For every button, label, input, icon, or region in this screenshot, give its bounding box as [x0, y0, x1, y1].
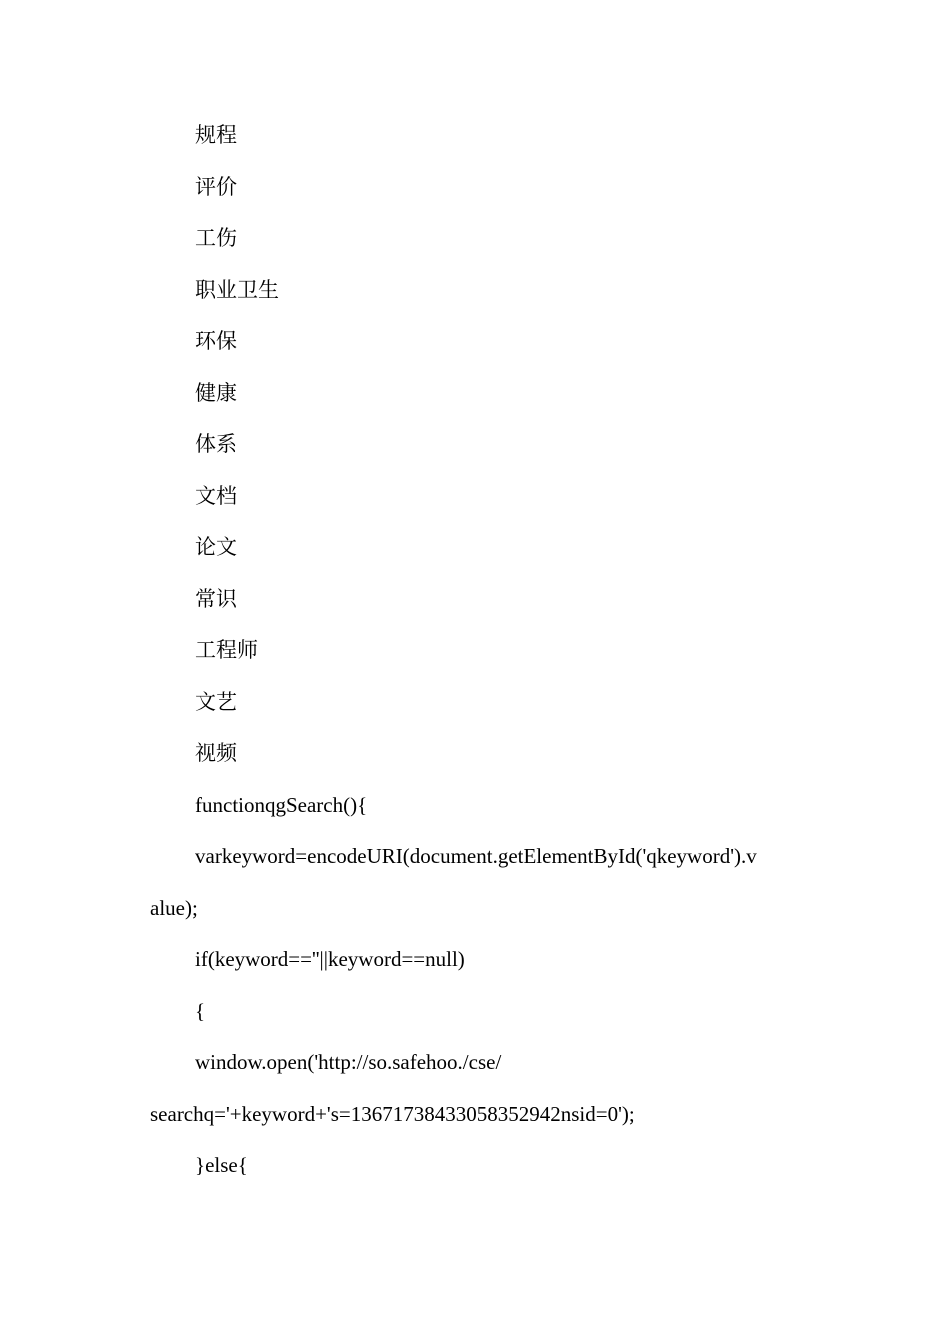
text-line: 环保 [195, 329, 237, 353]
text-line: 职业卫生 [195, 277, 279, 302]
text-line: 规程 [195, 123, 237, 147]
text-line: 文档 [195, 483, 237, 508]
document-body [150, 110, 810, 1192]
text-line: 文艺 [195, 689, 237, 714]
code-line: alue); [150, 895, 198, 920]
text-line: 论文 [195, 535, 237, 559]
code-line: varkeyword=encodeURI(document.getElementById('qkeyword').v [195, 844, 757, 868]
text-line: 工伤 [195, 226, 237, 250]
text-line: 常识 [195, 586, 237, 611]
code-line: if(keyword==''||keyword==null) [195, 947, 465, 971]
text-line: 视频 [195, 741, 237, 765]
code-line: }else{ [195, 1153, 248, 1177]
text-line: 工程师 [195, 638, 258, 662]
code-line: window.open('http://so.safehoo./cse/ [195, 1050, 502, 1074]
code-line: { [195, 998, 206, 1023]
text-line: 健康 [195, 380, 237, 405]
code-line: functionqgSearch(){ [195, 792, 368, 817]
code-line: searchq='+keyword+'s=13671738433058352942nsid=0'); [150, 1101, 635, 1126]
text-line: 评价 [195, 174, 237, 199]
text-line: 体系 [195, 432, 237, 456]
